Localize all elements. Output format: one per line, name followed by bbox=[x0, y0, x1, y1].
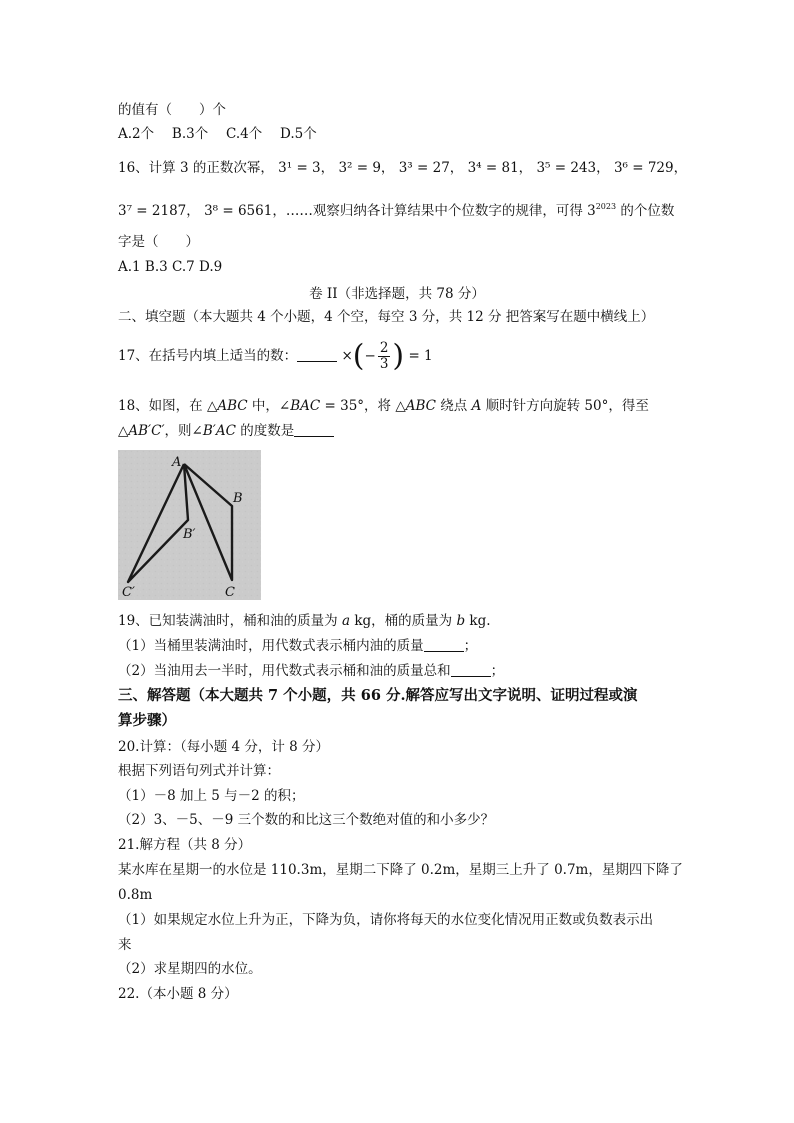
answer-blank[interactable] bbox=[294, 422, 334, 437]
q20-sub2: （2）3、－5、－9 三个数的和比这三个数绝对值的和小多少？ bbox=[118, 812, 495, 828]
q16-line2: 3⁷ = 2187， 3⁸ = 6561，……观察归纳各计算结果中个位数字的规律，可得 $3^{2023}$ 的个位数 bbox=[118, 202, 675, 219]
q19-sub1: （1）当桶里装满油时，用代数式表示桶内油的质量 ； bbox=[118, 638, 478, 654]
q19-sub2: （2）当油用去一半时，用代数式表示桶和油的质量总和 ； bbox=[118, 663, 505, 679]
q20-title: 20.计算：（每小题 4 分，计 8 分） bbox=[118, 739, 330, 755]
label-C: C bbox=[225, 585, 235, 600]
q15-options: A.2个 B.3个 C.4个 D.5个 bbox=[118, 126, 317, 142]
q21-title: 21.解方程（共 8 分） bbox=[118, 837, 252, 853]
q20-sub1: （1）－8 加上 5 与－2 的积； bbox=[118, 788, 305, 804]
section2-heading: 二、填空题（本大题共 4 个小题，4 个空，每空 3 分，共 12 分 把答案写在题中横线上） bbox=[118, 309, 655, 325]
section3-heading-line1: 三、解答题（本大题共 7 个小题，共 66 分.解答应写出文字说明、证明过程或演 bbox=[118, 687, 638, 704]
q21-sub2: （2）求星期四的水位。 bbox=[118, 961, 262, 977]
q21-line1: 某水库在星期一的水位是 110.3m，星期二下降了 0.2m，星期三上升了 0.7m，星期四下降了 bbox=[118, 862, 683, 878]
q21-line2: 0.8m bbox=[118, 887, 153, 903]
q21-sub1-line2: 来 bbox=[118, 937, 132, 953]
q15-tail: 的值有（ ）个 bbox=[118, 102, 226, 118]
q18-line1: 18、如图，在 △ABC 中，∠BAC = 35°，将 △ABC 绕点 A 顺时针方向旋转 50°，得至 bbox=[118, 398, 649, 414]
q19-line1: 19、已知装满油时，桶和油的质量为 a kg，桶的质量为 b kg. bbox=[118, 613, 491, 629]
q22-title: 22.（本小题 8 分） bbox=[118, 986, 238, 1002]
section3-heading-line2: 算步骤） bbox=[118, 712, 176, 729]
label-B-prime: B′ bbox=[183, 527, 196, 542]
fraction: $\frac{2}{3}$ bbox=[379, 340, 389, 372]
q21-sub1-line1: （1）如果规定水位上升为正，下降为负，请你将每天的水位变化情况用正数或负数表示出 bbox=[118, 912, 654, 928]
answer-blank[interactable] bbox=[451, 662, 491, 677]
q16-line1: 16、计算 3 的正数次幂， 3¹ = 3， 3² = 9， 3³ = 27， 3⁴ = 81， 3⁵ = 243， 3⁶ = 729， bbox=[118, 160, 688, 176]
triangle-rotation-figure bbox=[118, 450, 261, 600]
q20-intro: 根据下列语句列式并计算： bbox=[118, 763, 280, 779]
section2-title: 卷 II（非选择题，共 78 分） bbox=[309, 286, 485, 302]
q16-options: A.1 B.3 C.7 D.9 bbox=[118, 259, 223, 275]
label-B: B bbox=[233, 491, 243, 506]
q16-line3: 字是（ ） bbox=[118, 234, 199, 250]
answer-blank[interactable] bbox=[297, 347, 337, 362]
label-A: A bbox=[172, 455, 182, 470]
answer-blank[interactable] bbox=[424, 637, 464, 652]
q17: 17、在括号内填上适当的数： ×(− $\frac{2}{3}$ ) = 1 bbox=[118, 338, 433, 374]
label-C-prime: C′ bbox=[122, 585, 135, 600]
q18-line2: △AB′C′，则∠B′AC 的度数是 bbox=[118, 421, 334, 441]
